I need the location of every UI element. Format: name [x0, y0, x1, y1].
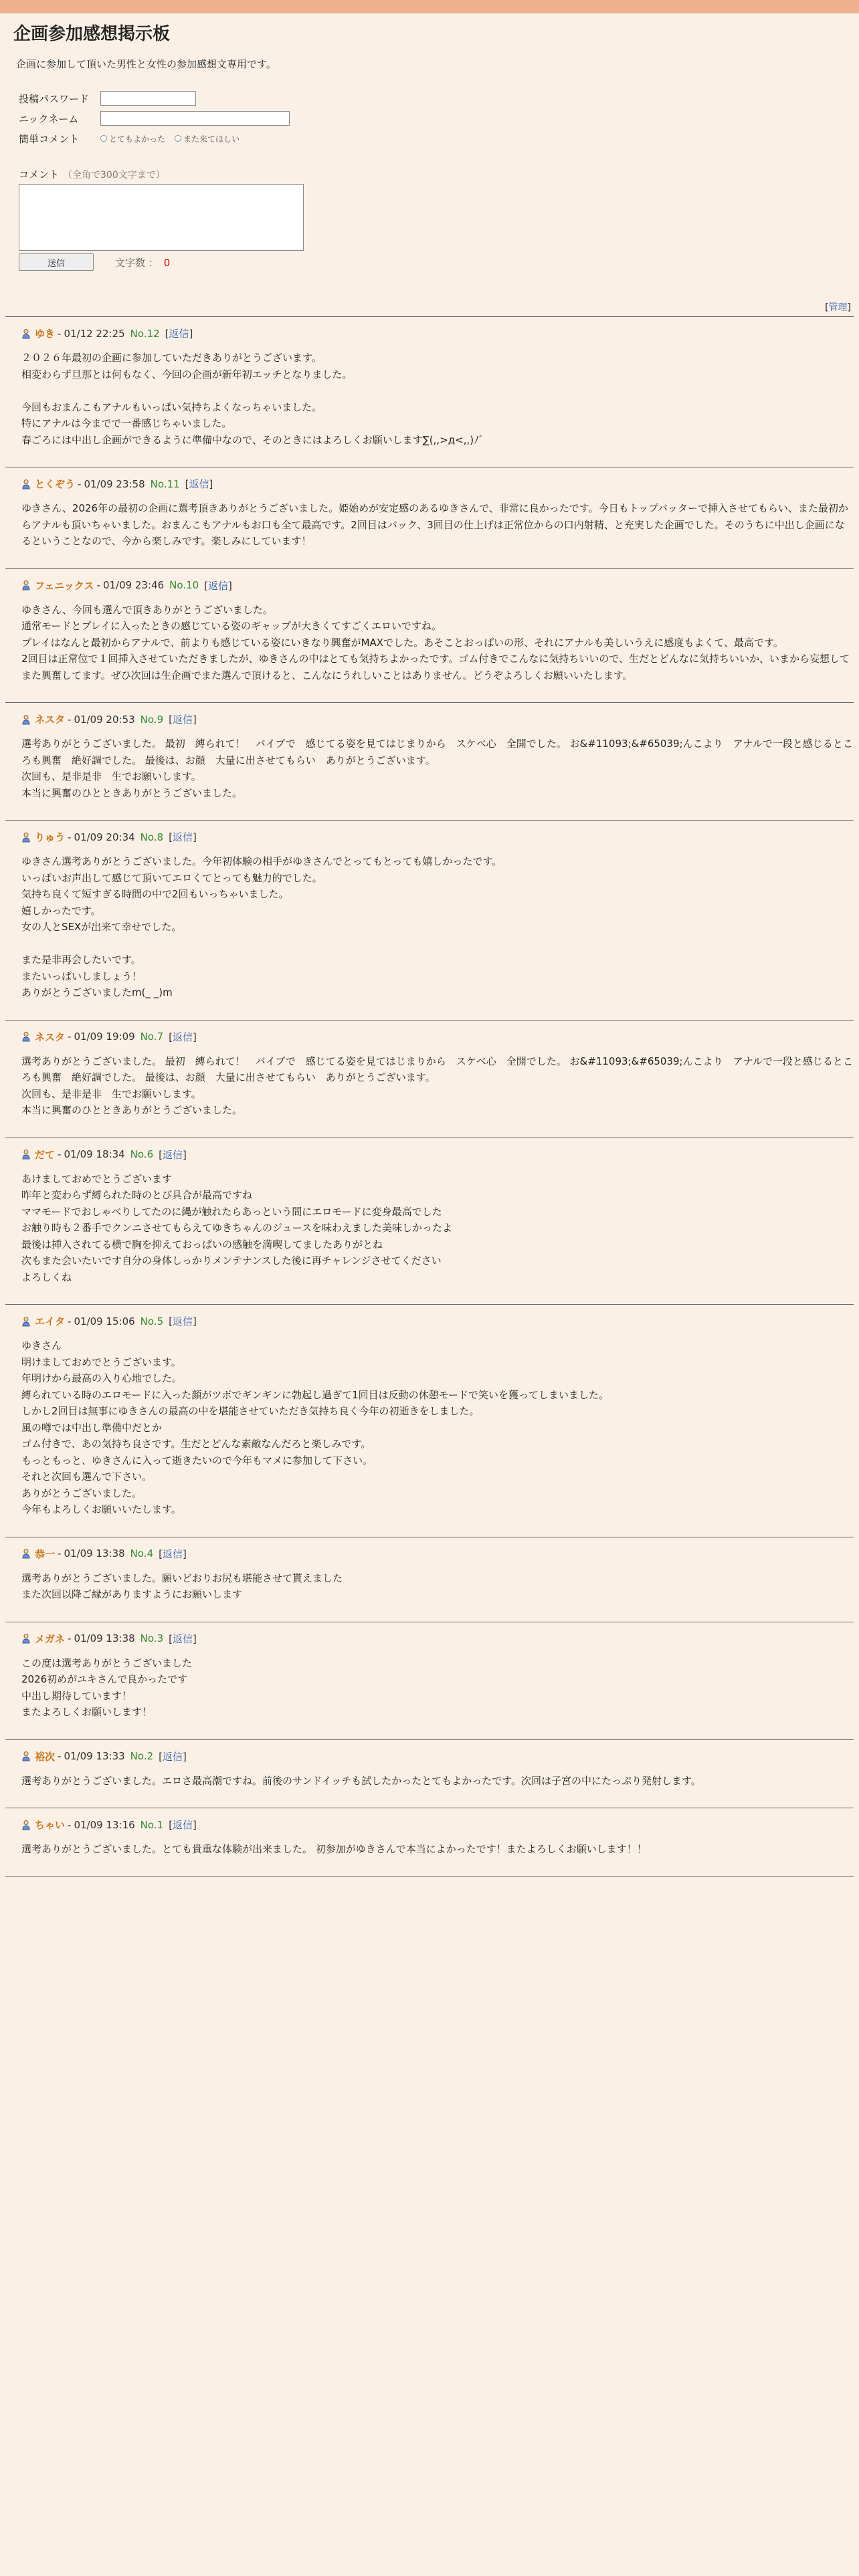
author-date-separator: - — [58, 327, 62, 340]
post-date: 01/09 20:34 — [74, 831, 135, 843]
post-header — [21, 830, 854, 844]
post-author: ネスタ — [35, 714, 66, 726]
comment-textarea[interactable] — [19, 184, 304, 251]
reply-link[interactable]: 返信 — [162, 1750, 183, 1763]
post-author: とくぞう — [35, 478, 76, 490]
post-date: 01/09 15:06 — [74, 1315, 135, 1327]
comment-label-row — [19, 167, 854, 181]
reply-link-wrap: [返信] — [204, 579, 232, 592]
post-header — [21, 1749, 854, 1763]
post-header — [21, 1547, 854, 1561]
reply-link[interactable]: 返信 — [208, 579, 229, 592]
post-item — [5, 1314, 854, 1537]
comment-label: コメント — [19, 169, 60, 181]
simple-comment-row — [19, 128, 854, 148]
user-icon — [21, 714, 31, 725]
user-icon — [21, 1820, 31, 1830]
post-date: 01/09 13:38 — [64, 1547, 125, 1560]
char-count-label: 文字数 ： — [115, 256, 159, 269]
post-author: ちゃい — [35, 1819, 66, 1831]
author-date-separator: - — [68, 1031, 72, 1043]
post-date: 01/09 23:46 — [102, 579, 165, 591]
nickname-label: ニックネーム — [19, 112, 79, 125]
post-date: 01/09 13:16 — [74, 1818, 135, 1831]
user-icon — [21, 1316, 31, 1327]
reply-link-wrap: [返信] — [159, 1750, 187, 1763]
post-date: 01/12 22:25 — [64, 327, 125, 340]
author-date-separator: - — [68, 713, 72, 726]
post-body: 選考ありがとうございました。 最初 縛られて！ バイブで 感じてる姿を見てはじまりから スケベ心 全開でした。 お&#11093;&#65039;んこより アナルで一段と感じるところも興奮 絶好調でした。 最後は、お顔 大量に出させてもらい ありがとうございます。 次回も、是非是非 生でお願いします。 本当に興奮のひとときありがとうございました。 — [21, 738, 853, 799]
author-date-separator: - — [78, 477, 82, 490]
post-body: ゆきさん、今回も選んで頂きありがとうございました。 通常モードとプレイに入ったときの感じている姿のギャップが大きくてすごくエロいですね。 プレイはなんと最初からアナルで、前よりも感じている姿にいきなり興奮がMAXでした。あそことおっぱいの形、それにアナルも美しいうえに感度もよくて、最高です。 2回目は正常位で１回挿入させていただきましたが、ゆきさんの中はとても気持ちよかったです。ゴム付きでこんなに気持ちいいので、生だとどんなに気持ちいいか、いまから妄想してまた興奮してます。ぜひ次回は生企画でまた選んで頂けると、こんなにうれしいことはありません。どうぞよろしくお願いいたします。 — [21, 603, 850, 681]
post-body: 選考ありがとうございました。エロさ最高潮ですね。前後のサンドイッチも試したかったとてもよかったです。次回は子宮の中にたっぷり発射します。 — [21, 1774, 701, 1787]
post-number: No.6 — [130, 1148, 154, 1160]
radio-button[interactable] — [100, 135, 107, 142]
post-header — [21, 1818, 854, 1832]
reply-link[interactable]: 返信 — [172, 1819, 193, 1831]
post-date: 01/09 13:38 — [74, 1632, 135, 1644]
post-date: 01/09 19:09 — [74, 1031, 135, 1043]
post-body: ２０２６年最初の企画に参加していただきありがとうございます。 相変わらず旦那とは何もなく、今回の企画が新年初エッチとなりました。 今回もおまんこもアナルもいっぱい気持ちよくなっちゃいました。 特にアナルは今までで一番感じちゃいました。 春ごろには中出し企画ができるように準備中なので、そのときにはよろしくお願いします∑(,,>д<,,)ﾉﾞ — [21, 352, 484, 446]
post-item — [5, 578, 854, 704]
post-number: No.5 — [140, 1315, 164, 1327]
post-number: No.9 — [140, 713, 164, 726]
post-header — [21, 578, 854, 593]
post-author: メガネ — [35, 1632, 66, 1645]
user-icon — [21, 1149, 31, 1160]
submit-row — [19, 253, 854, 271]
post-author: ゆき — [35, 328, 56, 340]
reply-link-wrap: [返信] — [165, 328, 193, 340]
post-item — [5, 1818, 854, 1877]
reply-link-wrap: [返信] — [169, 1632, 197, 1645]
char-count-value: 0 — [163, 256, 171, 269]
author-date-separator: - — [68, 1818, 72, 1831]
post-item — [5, 1148, 854, 1305]
post-item — [5, 477, 854, 569]
user-icon — [21, 1548, 31, 1559]
author-date-separator: - — [68, 1315, 72, 1327]
reply-link[interactable]: 返信 — [172, 714, 193, 726]
page-title: 企画参加感想掲示板 — [13, 24, 171, 44]
reply-link-wrap: [返信] — [169, 1031, 197, 1043]
post-date: 01/09 20:53 — [74, 713, 135, 726]
nickname-input[interactable] — [100, 111, 290, 126]
reply-link-wrap: [返信] — [159, 1148, 187, 1161]
divider — [5, 316, 854, 317]
board-intro: 企画に参加して頂いた男性と女性の参加感想文専用です。 — [16, 58, 276, 70]
user-icon — [21, 580, 31, 591]
post-author: フェニックス — [35, 579, 94, 592]
post-header — [21, 712, 854, 726]
post-item — [5, 326, 854, 467]
post-number: No.2 — [130, 1750, 154, 1762]
board-page — [0, 20, 859, 1877]
user-icon — [21, 1633, 31, 1644]
post-number: No.11 — [150, 477, 180, 490]
post-item — [5, 712, 854, 821]
reply-link-wrap: [返信] — [185, 478, 213, 490]
post-item — [5, 830, 854, 1021]
reply-link[interactable]: 返信 — [172, 1031, 193, 1043]
author-date-separator: - — [68, 831, 72, 843]
post-author: ネスタ — [35, 1031, 66, 1043]
post-header — [21, 1632, 854, 1646]
post-number: No.1 — [140, 1818, 164, 1831]
author-date-separator: - — [58, 1148, 62, 1160]
user-icon — [21, 832, 31, 843]
post-number: No.12 — [130, 327, 160, 340]
reply-link-wrap: [返信] — [169, 1315, 197, 1327]
post-date: 01/09 23:58 — [84, 477, 145, 490]
radio-option-label: また来てほしい — [183, 134, 240, 144]
post-number: No.8 — [140, 831, 164, 843]
reply-link[interactable]: 返信 — [169, 328, 189, 340]
author-date-separator: - — [58, 1547, 62, 1560]
post-number: No.3 — [140, 1632, 164, 1644]
post-body: 選考ありがとうございました。とても貴重な体験が出来ました。 初参加がゆきさんで本当によかったです！またよろしくお願いします！！ — [21, 1843, 647, 1855]
reply-link[interactable]: 返信 — [162, 1547, 183, 1560]
user-icon — [21, 1031, 31, 1042]
post-author: エイタ — [35, 1315, 66, 1327]
reply-link-wrap: [返信] — [169, 831, 197, 843]
post-list — [5, 326, 854, 1877]
password-input[interactable] — [100, 91, 196, 106]
post-body: 選考ありがとうございました。願いどおりお尻も堪能させて貰えました また次回以降ご縁がありますようにお願いします — [21, 1572, 343, 1600]
comment-length-note: （全角で300文字まで） — [63, 170, 165, 181]
password-row — [19, 88, 854, 108]
admin-link-wrap: [管理] — [825, 302, 851, 313]
post-item — [5, 1030, 854, 1138]
post-date: 01/09 13:33 — [64, 1750, 125, 1762]
admin-link[interactable]: 管理 — [828, 302, 848, 313]
post-author: 裕次 — [35, 1750, 56, 1763]
char-count — [115, 255, 170, 270]
radio-option-again[interactable] — [175, 133, 240, 144]
reply-link-wrap: [返信] — [169, 714, 197, 726]
post-body: ゆきさん選考ありがとうございました。今年初体験の相手がゆきさんでとってもとっても嬉しかったです。 いっぱいお声出して感じて頂いてエロくてとっても魅力的でした。 気持ち良くて短すぎる時間の中で2回もいっちゃいました。 嬉しかったです。 女の人とSEXが出来て幸せでした。 また是非再会したいです。 またいっぱいしましょう！ ありがとうございましたm(_ _)m — [21, 855, 502, 998]
user-icon — [21, 328, 31, 339]
reply-link[interactable]: 返信 — [162, 1148, 183, 1161]
reply-link-wrap: [返信] — [159, 1547, 187, 1560]
author-date-separator: - — [58, 1750, 62, 1762]
post-body: この度は選考ありがとうございました 2026初めがユキさんで良かったです 中出し期待しています！ またよろしくお願いします！ — [21, 1656, 193, 1718]
post-header — [21, 326, 854, 340]
radio-option-label: とてもよかった — [109, 134, 166, 144]
post-item — [5, 1547, 854, 1622]
post-number: No.7 — [140, 1031, 164, 1043]
password-label: 投稿パスワード — [19, 92, 90, 105]
user-icon — [21, 1751, 31, 1761]
author-date-separator: - — [96, 579, 100, 591]
nickname-row — [19, 108, 854, 128]
post-item — [5, 1749, 854, 1809]
post-header — [21, 1314, 854, 1328]
post-header — [21, 1148, 854, 1162]
post-body: ゆきさん、2026年の最初の企画に選考頂きありがとうございました。姫始めが安定感のあるゆきさんで、非常に良かったです。今日もトップバッターで挿入させてもらい、また最初からアナルも頂いちゃいました。おまんこもアナルもお口も全て最高です。2回目はバック、3回目の仕上げは正常位からの口内射精、と充実した企画でした。そのうちに中出し企画になるということなので、今から楽しみです。楽しみにしています！ — [21, 502, 848, 547]
post-header — [21, 477, 854, 491]
post-number: No.10 — [169, 579, 199, 591]
reply-link[interactable]: 返信 — [172, 1315, 193, 1327]
post-body: あけましておめでとうございます 昨年と変わらず縛られた時のとび具合が最高ですね ママモードでおしゃべりしてたのに縄が触れたらあっという間にエロモードに変身最高でした お触り時も２番手でクンニさせてもらえてゆきちゃんのジュースを味わえました美味しかったよ 最後は挿入されてる横で胸を抑えておっぱいの感触を満喫してましたありがとね 次もまた会いたいです自分の身体しっかりメンテナンスした後に再チャレンジさせてください よろしくね — [21, 1172, 452, 1283]
author-date-separator: - — [68, 1632, 72, 1644]
post-body: 選考ありがとうございました。 最初 縛られて！ バイブで 感じてる姿を見てはじまりから スケベ心 全開でした。 お&#11093;&#65039;んこより アナルで一段と感じるところも興奮 絶好調でした。 最後は、お顔 大量に出させてもらい ありがとうございます。 次回も、是非是非 生でお願いします。 本当に興奮のひとときありがとうございました。 — [21, 1055, 853, 1116]
post-author: だて — [35, 1148, 56, 1161]
radio-option-good[interactable] — [100, 133, 165, 144]
submit-button[interactable]: 送信 — [19, 253, 94, 271]
post-header — [21, 1030, 854, 1044]
post-body: ゆきさん 明けましておめでとうございます。 年明けから最高の入り心地でした。 縛られている時のエロモードに入った顔がツボでギンギンに勃起し過ぎて1回目は反動の休憩モードで笑いを獲ってしまいました。 しかし2回目は無事にゆきさんの最高の中を堪能させていただき気持ち良く今年の初逝きをしました。 風の噂では中出し準備中だとか ゴム付きで、あの気持ち良さです。生だとどんな素敵なんだろと楽しみです。 もっともっと、ゆきさんに入って逝きたいので今年もマメに参加して下さい。 それと次回も選んで下さい。 ありがとうございました。 今年もよろしくお願いいたします。 — [21, 1339, 609, 1515]
post-form — [19, 88, 854, 271]
simple-comment-label: 簡単コメント — [19, 132, 80, 145]
reply-link[interactable]: 返信 — [172, 1632, 193, 1645]
reply-link-wrap: [返信] — [169, 1819, 197, 1831]
post-author: 恭一 — [35, 1547, 56, 1560]
post-number: No.4 — [130, 1547, 154, 1560]
user-icon — [21, 479, 31, 490]
reply-link[interactable]: 返信 — [189, 478, 209, 490]
radio-button[interactable] — [175, 135, 181, 142]
post-date: 01/09 18:34 — [64, 1148, 125, 1160]
reply-link[interactable]: 返信 — [172, 831, 193, 843]
post-author: りゅう — [35, 831, 66, 843]
top-accent-bar — [0, 0, 859, 13]
post-item — [5, 1632, 854, 1740]
